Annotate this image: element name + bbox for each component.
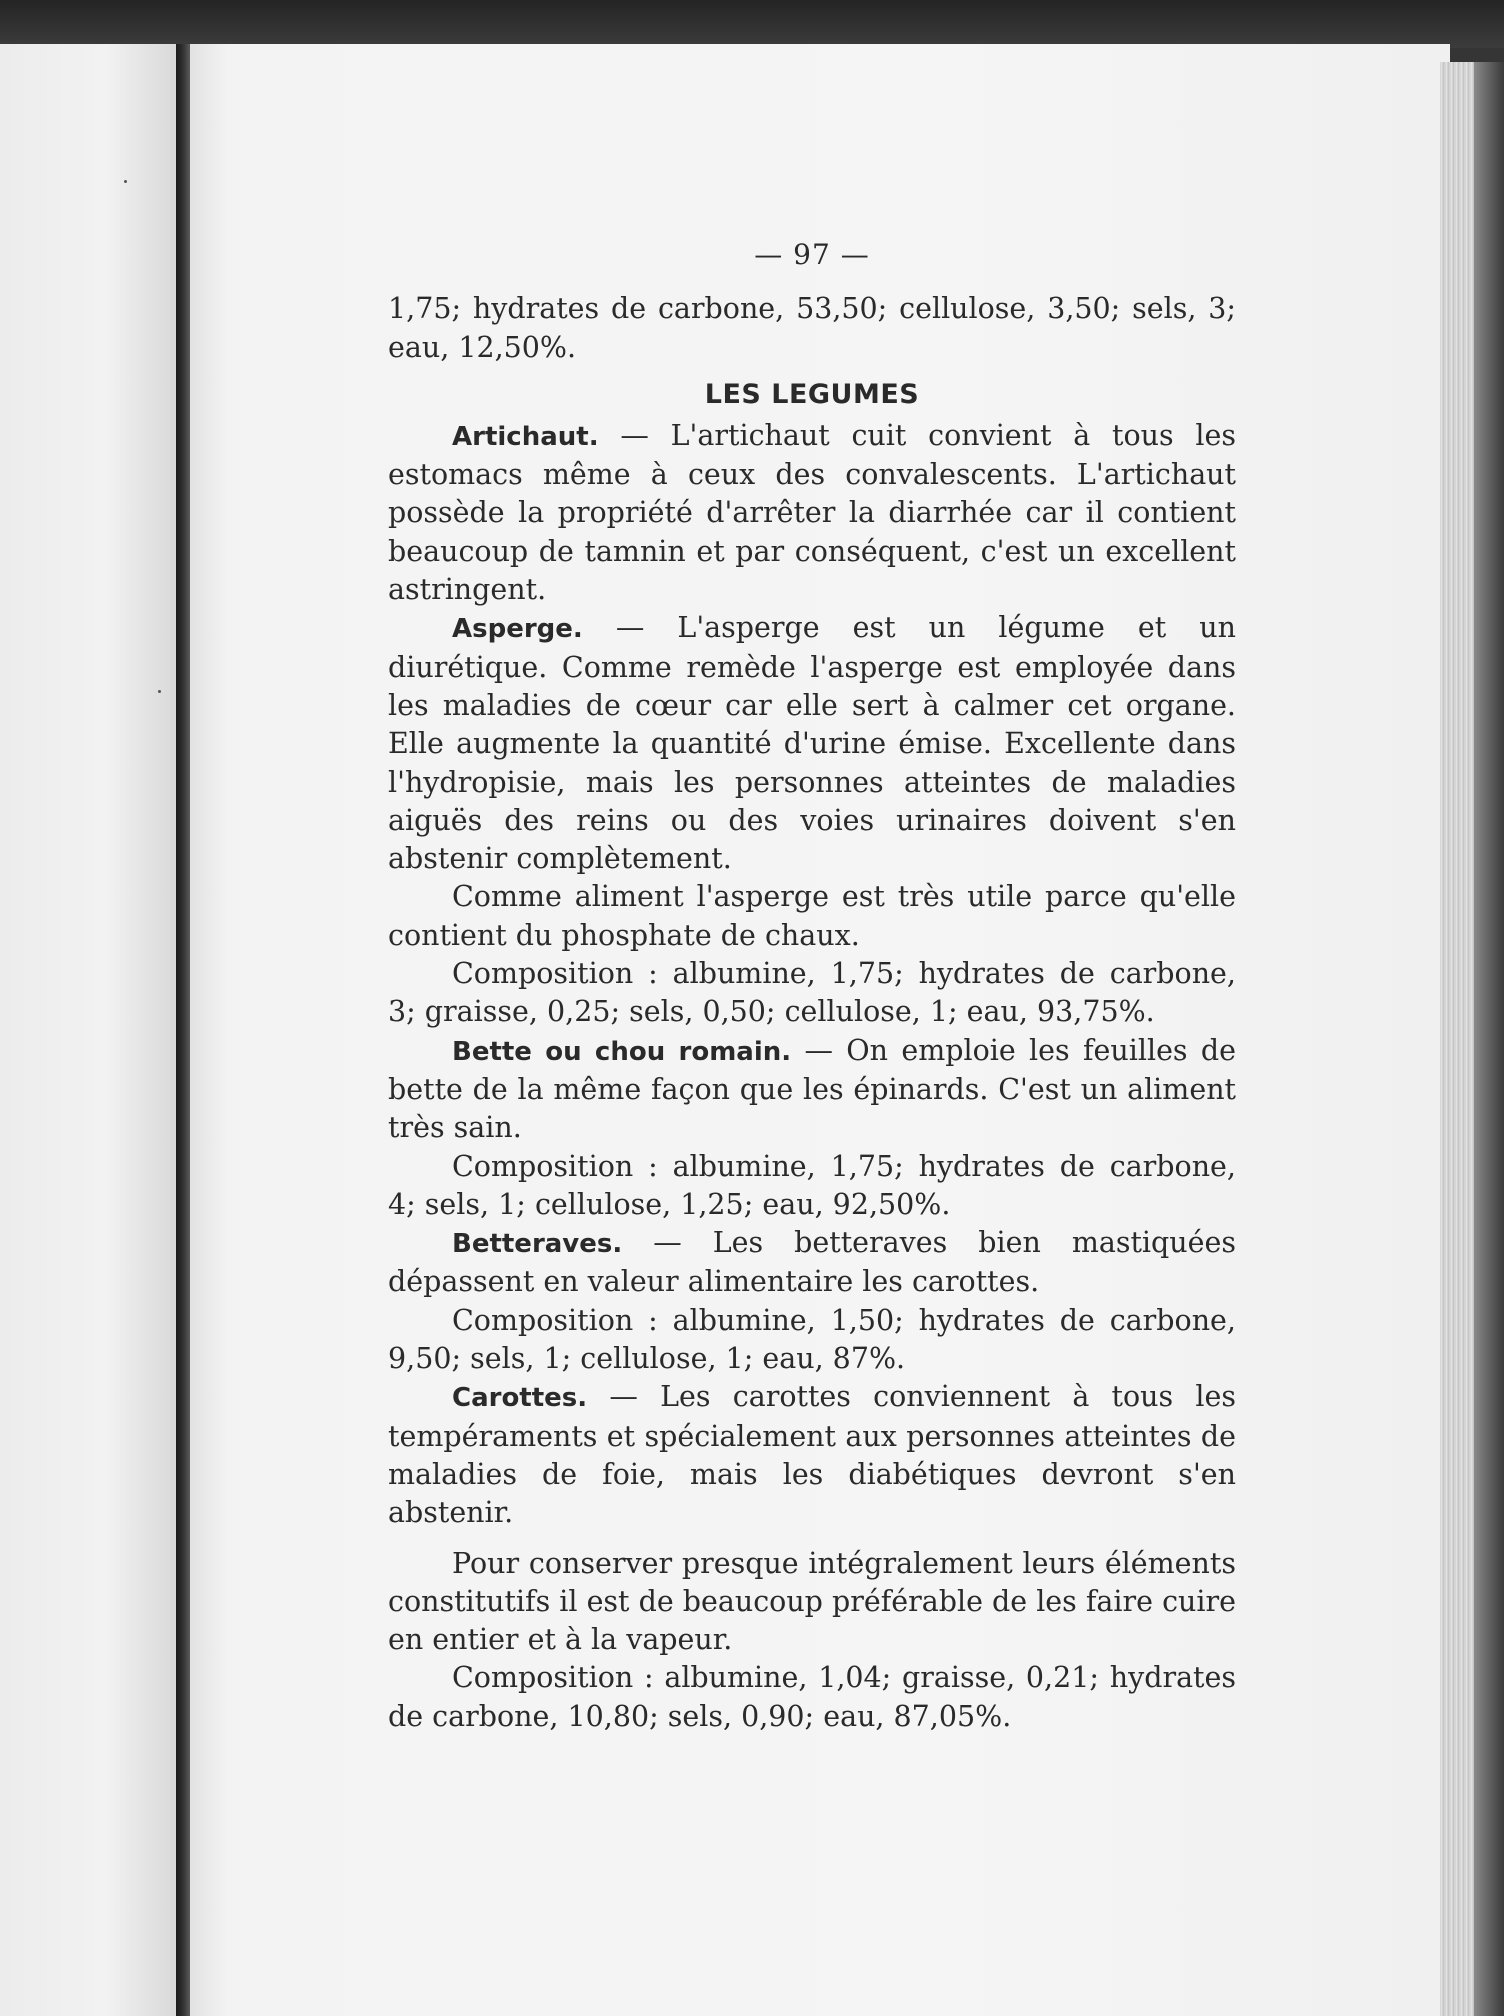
paragraph-text: Composition : albumine, 1,04; graisse, 0,21; hydrates de carbone, 10,80; sels, 0,90; eau, 87,05%. (388, 1661, 1236, 1733)
entry-term: Asperge. (452, 614, 583, 645)
paragraph-text: Composition : albumine, 1,50; hydrates de carbone, 9,50; sels, 1; cellulose, 1; eau, 87%. (388, 1303, 1236, 1376)
paragraph-text: Composition : albumine, 1,75; hydrates de carbone, 4; sels, 1; cellulose, 1,25; eau, 92,50%. (388, 1149, 1236, 1221)
paragraph-text: — L'asperge est un légume et un diurétique. Comme remède l'asperge est employée dans les maladies de cœur car elle sert à calmer cet organe. Elle augmente la quantité d'urine émise. Excellente dans l'hydropisie, mais les personnes atteintes de maladies aiguës des reins ou des voies urinaires doivent s'en abstenir complètement. (388, 611, 1236, 876)
paragraph-carottes (388, 1378, 1236, 1532)
dust-speck (158, 690, 161, 693)
paragraph-composition-asperge (388, 955, 1236, 1032)
paragraph-composition-carottes (388, 1659, 1236, 1736)
entry-term: Bette ou chou romain. (452, 1036, 792, 1067)
paragraph-asperge-aliment (388, 878, 1236, 955)
paragraph-text: 1,75; hydrates de carbone, 53,50; cellulose, 3,50; sels, 3; eau, 12,50%. (388, 292, 1236, 364)
paragraph-text: Composition : albumine, 1,75; hydrates de carbone, 3; graisse, 0,25; sels, 0,50; cellulose, 1; eau, 93,75%. (388, 957, 1236, 1029)
paragraph-composition-bette (388, 1148, 1236, 1225)
entry-term: Carottes. (452, 1383, 588, 1414)
left-page (0, 44, 176, 2016)
book-gutter (176, 44, 190, 2016)
paragraph-text: — Les carottes conviennent à tous les tempéraments et spécialement aux personnes atteintes de maladies de foie, mais les diabétiques devront s'en abstenir. (388, 1380, 1236, 1530)
page-number: — 97 — (754, 238, 870, 271)
edge-shadow (1474, 62, 1504, 2016)
page-edges (1440, 62, 1474, 2016)
paragraph-betteraves (388, 1224, 1236, 1302)
paragraph-asperge (388, 609, 1236, 878)
entry-term: Artichaut. (452, 421, 599, 452)
scanner-top-band (0, 0, 1504, 48)
paragraph-artichaut (388, 417, 1236, 609)
section-heading: LES LEGUMES (704, 378, 920, 410)
entry-term: Betteraves. (452, 1229, 623, 1260)
paragraph-text: — On emploie les feuilles de bette de la même façon que les épinards. C'est un aliment très sain. (388, 1033, 1236, 1145)
paragraph-text: Pour conserver presque intégralement leurs éléments constitutifs il est de beaucoup préférable de les faire cuire en entier et à la vapeur. (388, 1546, 1236, 1657)
paragraph-carottes-cuisson (388, 1545, 1236, 1660)
paragraph-composition-betteraves (388, 1302, 1236, 1379)
paragraph-text: — Les betteraves bien mastiquées dépassent en valeur alimentaire les carottes. (388, 1226, 1236, 1299)
paragraph-bette (388, 1032, 1236, 1148)
dust-speck (124, 180, 127, 183)
page-text (388, 236, 1236, 1736)
paragraph-text: — L'artichaut cuit convient à tous les estomacs même à ceux des convalescents. L'artichaut possède la propriété d'arrêter la diarrhée car il contient beaucoup de tamnin et par conséquent, c'est un excellent astringent. (388, 418, 1236, 607)
paragraph-continuation (388, 290, 1236, 367)
paragraph-text: Comme aliment l'asperge est très utile parce qu'elle contient du phosphate de chaux. (388, 880, 1236, 952)
